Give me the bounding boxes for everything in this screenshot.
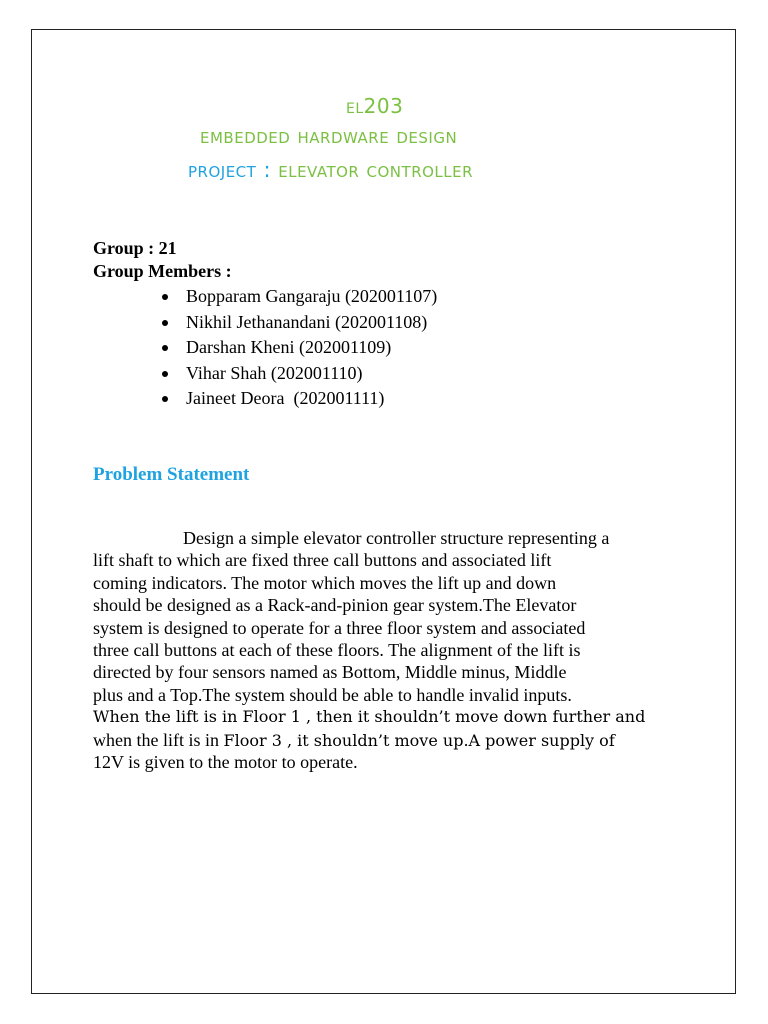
statement-line: system is designed to operate for a three floor system and associated [93,617,586,638]
course-code: el203 [346,94,404,118]
bullet-icon [162,345,168,351]
bullet-icon [162,371,168,377]
member-name: Nikhil Jethanandani (202001108) [186,311,428,332]
member-name: Vihar Shah (202001110) [186,362,363,383]
group-members-heading: Group Members : [93,261,232,281]
project-title [188,158,473,182]
statement-line: plus and a Top.The system should be able to handle invalid inputs. [93,684,572,705]
project-prefix: project : [188,158,272,182]
statement-line-mixed [93,729,683,751]
list-item [160,312,437,338]
statement-line: Design a simple elevator controller structure representing a [183,528,610,548]
bullet-icon [162,396,168,402]
list-item [160,363,437,389]
statement-line: lift shaft to which are fixed three call buttons and associated lift [93,550,552,571]
group-number: Group : 21 [93,238,177,258]
statement-line: three call buttons at each of these floors. The alignment of the lift is [93,639,581,660]
statement-fragment: when the lift is in [93,729,224,750]
bullet-icon [162,294,168,300]
member-name: Bopparam Gangaraju (202001107) [186,286,438,306]
statement-line: should be designed as a Rack-and-pinion gear system.The Elevator [93,595,577,616]
project-name: elevator controller [278,158,474,182]
problem-statement-body [93,527,683,773]
statement-line: directed by four sensors named as Bottom, Middle minus, Middle [93,662,567,683]
statement-fragment: Floor 3 , it shouldn’t move up.A power supply of [223,730,615,750]
list-item [160,286,437,312]
members-list [160,286,437,414]
statement-line: 12V is given to the motor to operate. [93,751,358,772]
course-name: embedded hardware design [200,124,458,148]
list-item [160,388,437,414]
member-name: Jaineet Deora (202001111) [186,388,385,408]
list-item [160,337,437,363]
member-name: Darshan Kheni (202001109) [186,337,392,357]
statement-line: When the lift is in Floor 1 , then it shouldn’t move down further and [93,707,646,727]
bullet-icon [162,320,168,326]
problem-statement-heading: Problem Statement [93,464,250,485]
statement-line: coming indicators. The motor which moves the lift up and down [93,572,557,593]
